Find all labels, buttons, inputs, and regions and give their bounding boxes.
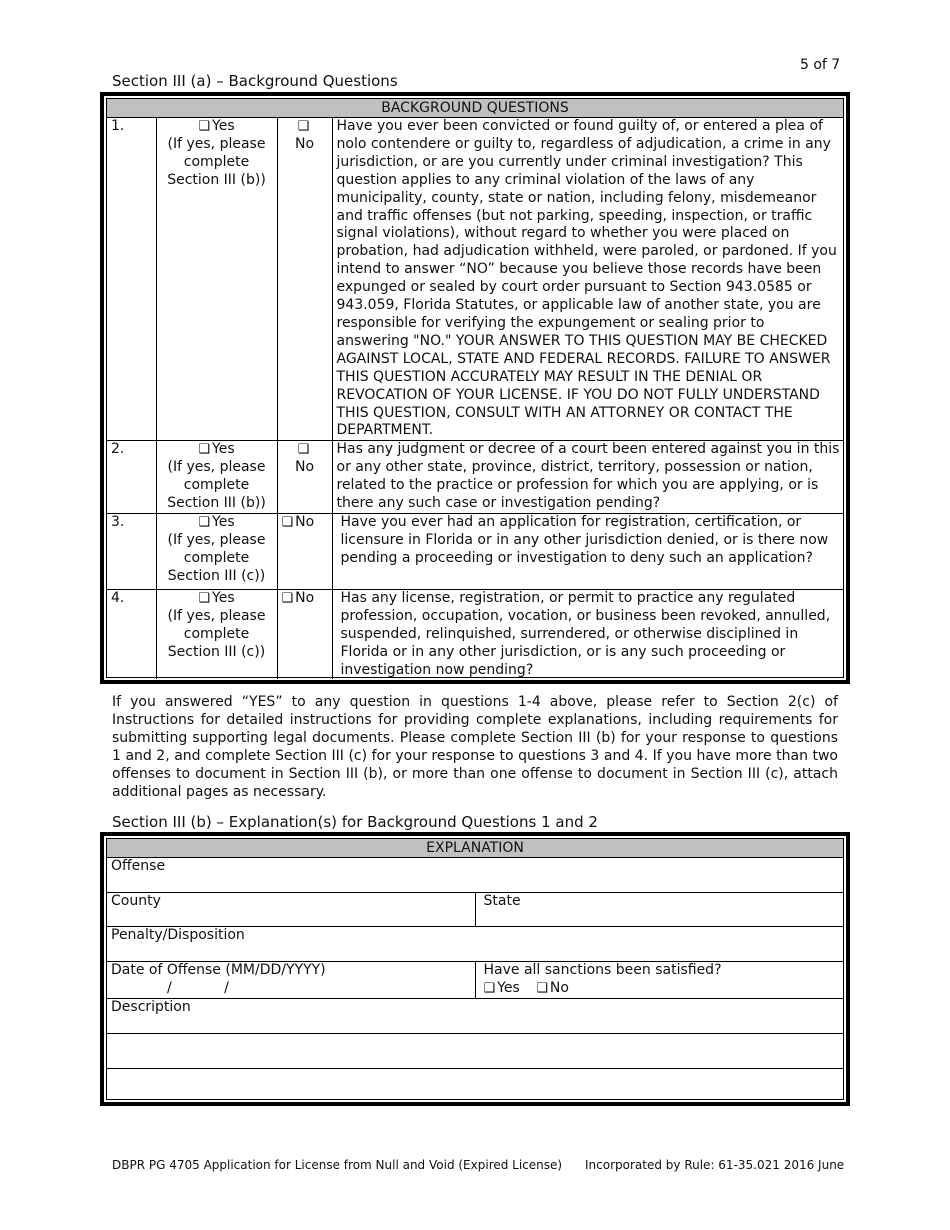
explanation-inner	[106, 838, 844, 1100]
checkbox-icon[interactable]: ❑	[198, 442, 211, 458]
question-row-1	[107, 118, 843, 441]
checkbox-icon[interactable]: ❑	[536, 980, 548, 996]
question-text: Has any license, registration, or permit to practice any regulated profession, occupation, vocation, or business been revoked, annulled, suspended, relinquished, surrendered, or otherwise disciplined in Florida or in any other jurisdiction, or is any such proceeding or investigation now pending?	[332, 589, 843, 679]
state-label: State	[483, 893, 521, 909]
section-a-title: Section III (a) – Background Questions	[112, 72, 398, 90]
yes-option[interactable]	[156, 118, 277, 441]
question-number: 3.	[107, 513, 156, 589]
explanation-box	[100, 832, 850, 1106]
no-label: No	[294, 459, 315, 476]
footer	[112, 1158, 844, 1172]
no-label: No	[295, 589, 315, 606]
question-row-3	[107, 513, 843, 589]
footer-rule: Incorporated by Rule: 61-35.021 2016 June	[585, 1158, 845, 1172]
background-questions-header: BACKGROUND QUESTIONS	[107, 99, 843, 118]
description-field[interactable]	[107, 998, 843, 1033]
description-blank-line[interactable]	[107, 1033, 843, 1068]
explanation-header: EXPLANATION	[107, 839, 843, 858]
footer-form-id: DBPR PG 4705 Application for License from Null and Void (Expired License)	[112, 1158, 563, 1172]
state-field[interactable]	[475, 893, 843, 927]
yes-note: (If yes, please complete Section III (c))	[167, 607, 266, 660]
question-text: Has any judgment or decree of a court been entered against you in this or any other state, province, district, territory, possession or nation, related to the practice or profession for which you are applying, or is there any such case or investigation pending?	[332, 441, 843, 514]
checkbox-icon[interactable]: ❑	[483, 980, 496, 996]
penalty-field[interactable]	[107, 927, 843, 962]
instructions-paragraph: If you answered “YES” to any question in questions 1-4 above, please refer to Section 2(c) of Instructions for detailed instructions for providing complete explanations, including requirements for submitting supporting legal documents. Please complete Section III (b) for your response to questions 1 and 2, and complete Section III (c) for your response to questions 3 and 4. If you have more than two offenses to document in Section III (b), or more than one offense to document in Section III (c), attach additional pages as necessary.	[112, 694, 838, 800]
question-number: 1.	[107, 118, 156, 441]
yes-label: Yes	[212, 589, 235, 606]
penalty-label: Penalty/Disposition	[111, 927, 245, 943]
section-b-title: Section III (b) – Explanation(s) for Background Questions 1 and 2	[112, 813, 598, 831]
no-label: No	[294, 135, 315, 152]
offense-label: Offense	[111, 858, 166, 874]
date-sanctions-row	[107, 962, 843, 999]
county-state-row	[107, 893, 843, 927]
sanctions-yes-label: Yes	[497, 979, 520, 996]
sanctions-yes-option[interactable]	[484, 980, 520, 996]
background-questions-box	[100, 92, 850, 684]
background-questions-inner	[106, 98, 844, 678]
sanctions-no-label: No	[549, 979, 569, 996]
yes-option[interactable]	[156, 589, 277, 679]
checkbox-icon[interactable]: ❑	[198, 119, 211, 134]
yes-note: (If yes, please complete Section III (b))	[167, 459, 266, 512]
yes-label: Yes	[212, 513, 235, 530]
description-label: Description	[111, 998, 191, 1015]
checkbox-icon[interactable]: ❑	[281, 590, 294, 606]
checkbox-icon[interactable]: ❑	[281, 514, 294, 530]
date-of-offense-label: Date of Offense (MM/DD/YYYY)	[111, 962, 326, 978]
explanation-table	[107, 839, 843, 1102]
yes-label: Yes	[212, 118, 235, 134]
offense-field[interactable]	[107, 858, 843, 893]
no-option[interactable]	[277, 589, 332, 679]
offense-row	[107, 858, 843, 893]
date-of-offense-field[interactable]	[107, 962, 475, 999]
no-label: No	[295, 513, 315, 530]
penalty-row	[107, 927, 843, 962]
sanctions-field	[475, 962, 843, 999]
question-row-4	[107, 589, 843, 679]
question-row-2	[107, 441, 843, 514]
sanctions-no-option[interactable]	[536, 980, 569, 996]
yes-option[interactable]	[156, 513, 277, 589]
no-option[interactable]	[277, 513, 332, 589]
yes-note: (If yes, please complete Section III (c))	[167, 531, 266, 584]
question-text: Have you ever had an application for registration, certification, or licensure in Florida or in any other jurisdiction denied, or is there now pending a proceeding or investigation to deny such an application?	[332, 513, 843, 589]
date-slashes: / /	[167, 979, 229, 996]
no-option[interactable]	[277, 118, 332, 441]
checkbox-icon[interactable]: ❑	[297, 442, 310, 458]
yes-option[interactable]	[156, 441, 277, 514]
question-number: 4.	[107, 589, 156, 679]
yes-label: Yes	[212, 441, 235, 458]
question-text: Have you ever been convicted or found guilty of, or entered a plea of nolo contendere or guilty to, regardless of adjudication, a crime in any jurisdiction, or are you currently under criminal investigation? This question applies to any criminal violation of the laws of any municipality, county, state or nation, including felony, misdemeanor and traffic offenses (but not parking, speeding, inspection, or traffic signal violations), without regard to whether you were placed on probation, had adjudication withheld, were paroled, or pardoned. If you intend to answer “NO” because you believe those records have been expunged or sealed by court order pursuant to Section 943.0585 or 943.059, Florida Statutes, or applicable law of another state, you are responsible for verifying the expungement or sealing prior to answering "NO." YOUR ANSWER TO THIS QUESTION MAY BE CHECKED AGAINST LOCAL, STATE AND FEDERAL RECORDS. FAILURE TO ANSWER THIS QUESTION ACCURATELY MAY RESULT IN THE DENIAL OR REVOCATION OF YOUR LICENSE. IF YOU DO NOT FULLY UNDERSTAND THIS QUESTION, CONSULT WITH AN ATTORNEY OR CONTACT THE DEPARTMENT.	[332, 118, 843, 441]
checkbox-icon[interactable]: ❑	[198, 590, 211, 606]
sanctions-label: Have all sanctions been satisfied?	[483, 962, 722, 978]
county-field[interactable]	[107, 893, 475, 927]
checkbox-icon[interactable]: ❑	[198, 514, 211, 530]
background-questions-table	[107, 99, 843, 679]
question-number: 2.	[107, 441, 156, 514]
no-option[interactable]	[277, 441, 332, 514]
description-blank-line[interactable]	[107, 1068, 843, 1102]
page-number: 5 of 7	[800, 57, 841, 73]
description-line-2	[107, 1033, 843, 1068]
description-row	[107, 998, 843, 1033]
county-label: County	[111, 893, 161, 909]
checkbox-icon[interactable]: ❑	[297, 119, 310, 134]
yes-note: (If yes, please complete Section III (b))	[167, 135, 266, 188]
description-line-3	[107, 1068, 843, 1102]
